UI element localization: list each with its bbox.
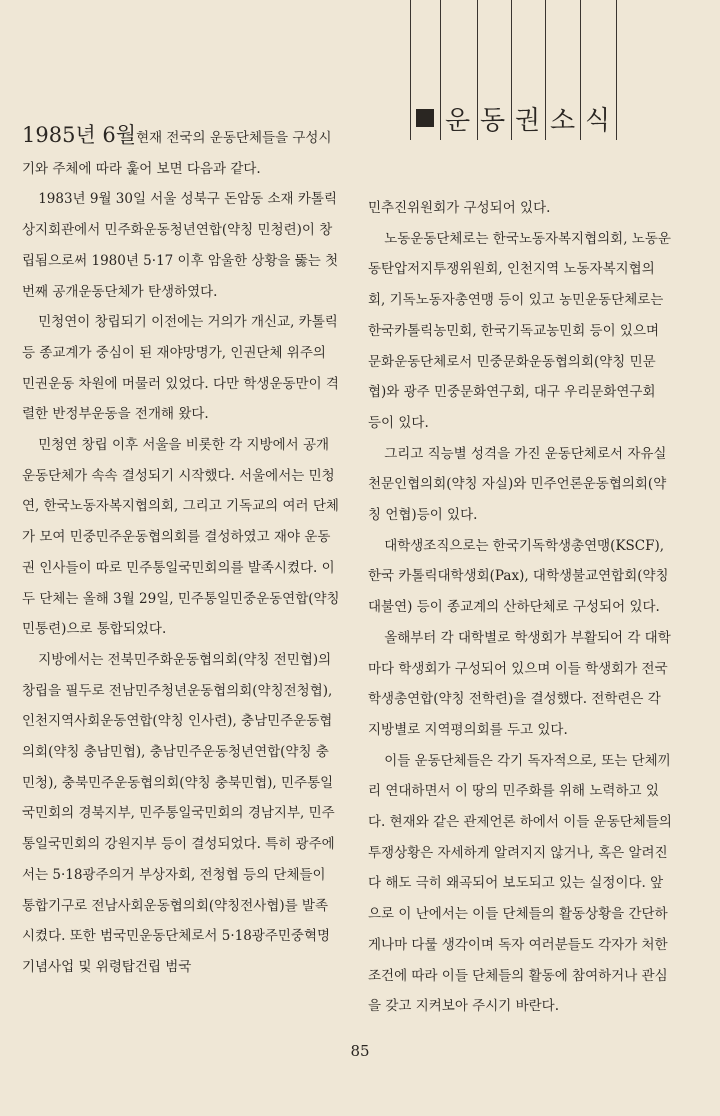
body-paragraph: 민청연이 창립되기 이전에는 거의가 개신교, 카톨릭 등 종교계가 중심이 된 재야망명가, 인권단체 위주의 민권운동 차원에 머물러 있었다. 다만 학생운동만이 격렬한 반정부운동을 전개해 왔다. bbox=[22, 314, 339, 423]
lead-year: 1985년 6월 bbox=[22, 123, 137, 147]
body-paragraph: 올해부터 각 대학별로 학생회가 부활되어 각 대학마다 학생회가 구성되어 있으며 이들 학생회가 전국학생총연합(약칭 전학련)을 결성했다. 전학련은 각 지방별로 지역평의회를 두고 있다. bbox=[368, 629, 671, 738]
header-char: 운 bbox=[444, 105, 471, 136]
lead-paragraph bbox=[22, 120, 340, 184]
body-paragraph: 지방에서는 전북민주화운동협의회(약칭 전민협)의 창립을 필두로 전남민주청년운동협의회(약칭전청협),인천지역사회운동연합(약칭 인사련), 충남민주운동협의회(약칭 충남민협), 충남민주운동청년연합(약칭 충민청), 충북민주운동협의회(약칭 충북민협), 민주통일국민회의 경북지부, 민주통일국민회의 경남지부, 민주통일국민회의 강원지부 등이 결성되었다. 특히 광주에서는 5·18광주의거 부상자회, 전청협 등의 단체들이 통합기구로 전남사회운동협의회(약칭전사협)를 발족시켰다. 또한 범국민운동단체로서 5·18광주민중혁명기념사업 및 위령탑건립 범국 bbox=[22, 651, 335, 975]
header-char: 소 bbox=[549, 105, 576, 136]
body-paragraph: 민추진위원회가 구성되어 있다. bbox=[368, 200, 551, 216]
page-number: 85 bbox=[350, 1042, 370, 1060]
body-paragraph: 노동운동단체로는 한국노동자복지협의회, 노동운동탄압저지투쟁위원회, 인천지역 노동자복지협의회, 기독노동자총연맹 등이 있고 농민운동단체로는 한국카톨릭농민회, 한국기독교농민회 등이 있으며 문화운동단체로서 민중문화운동협의회(약칭 민문협)와 광주 민중문화연구회, 대구 우리문화연구회 등이 있다. bbox=[368, 230, 671, 431]
body-paragraph: 1983년 9월 30일 서울 성북구 돈암동 소재 카톨릭 상지회관에서 민주화운동청년연합(약칭 민청련)이 창립됨으로써 1980년 5·17 이후 암울한 상황을 뚫는 첫번째 공개운동단체가 탄생하였다. bbox=[22, 191, 339, 300]
header-char: 동 bbox=[479, 105, 506, 136]
header-char: 권 bbox=[514, 105, 541, 136]
body-paragraph: 민청연 창립 이후 서울을 비롯한 각 지방에서 공개운동단체가 속속 결성되기 시작했다. 서울에서는 민청연, 한국노동자복지협의회, 그리고 기독교의 여러 단체가 모여 민중민주운동협의회를 결성하였고 재야 운동권 인사들이 따로 민주통일국민회의를 발족시켰다. 이 두 단체는 올해 3월 29일, 민주통일민중운동연합(약칭 민통련)으로 통합되었다. bbox=[22, 437, 340, 638]
left-column bbox=[22, 120, 340, 983]
square-bullet-icon bbox=[416, 109, 434, 127]
header-char: 식 bbox=[584, 105, 611, 136]
right-column bbox=[368, 193, 672, 1022]
section-header bbox=[410, 96, 618, 140]
body-paragraph: 이들 운동단체들은 각기 독자적으로, 또는 단체끼리 연대하면서 이 땅의 민주화를 위해 노력하고 있다. 현재와 같은 관제언론 하에서 이들 운동단체들의 투쟁상황은 자세하게 알려지지 않거나, 혹은 알려진다 해도 극히 왜곡되어 보도되고 있는 실정이다. 앞으로 이 난에서는 이들 단체들의 활동상황을 간단하게나마 다룰 생각이며 독자 여러분들도 각자가 처한 조건에 따라 이들 단체들의 활동에 참여하거나 관심을 갖고 지켜보아 주시기 바란다. bbox=[368, 752, 672, 1015]
lead-text: 현재 전국의 운동단체들을 구성시기와 주체에 따라 훑어 보면 다음과 같다. bbox=[22, 130, 332, 177]
body-paragraph: 대학생조직으로는 한국기독학생총연맹(KSCF), 한국 카톨릭대학생회(Pax), 대학생불교연합회(약칭 대불연) 등이 종교계의 산하단체로 구성되어 있다. bbox=[368, 537, 669, 616]
body-paragraph: 그리고 직능별 성격을 가진 운동단체로서 자유실천문인협의회(약칭 자실)와 민주언론운동협의회(약칭 언협)등이 있다. bbox=[368, 445, 667, 524]
